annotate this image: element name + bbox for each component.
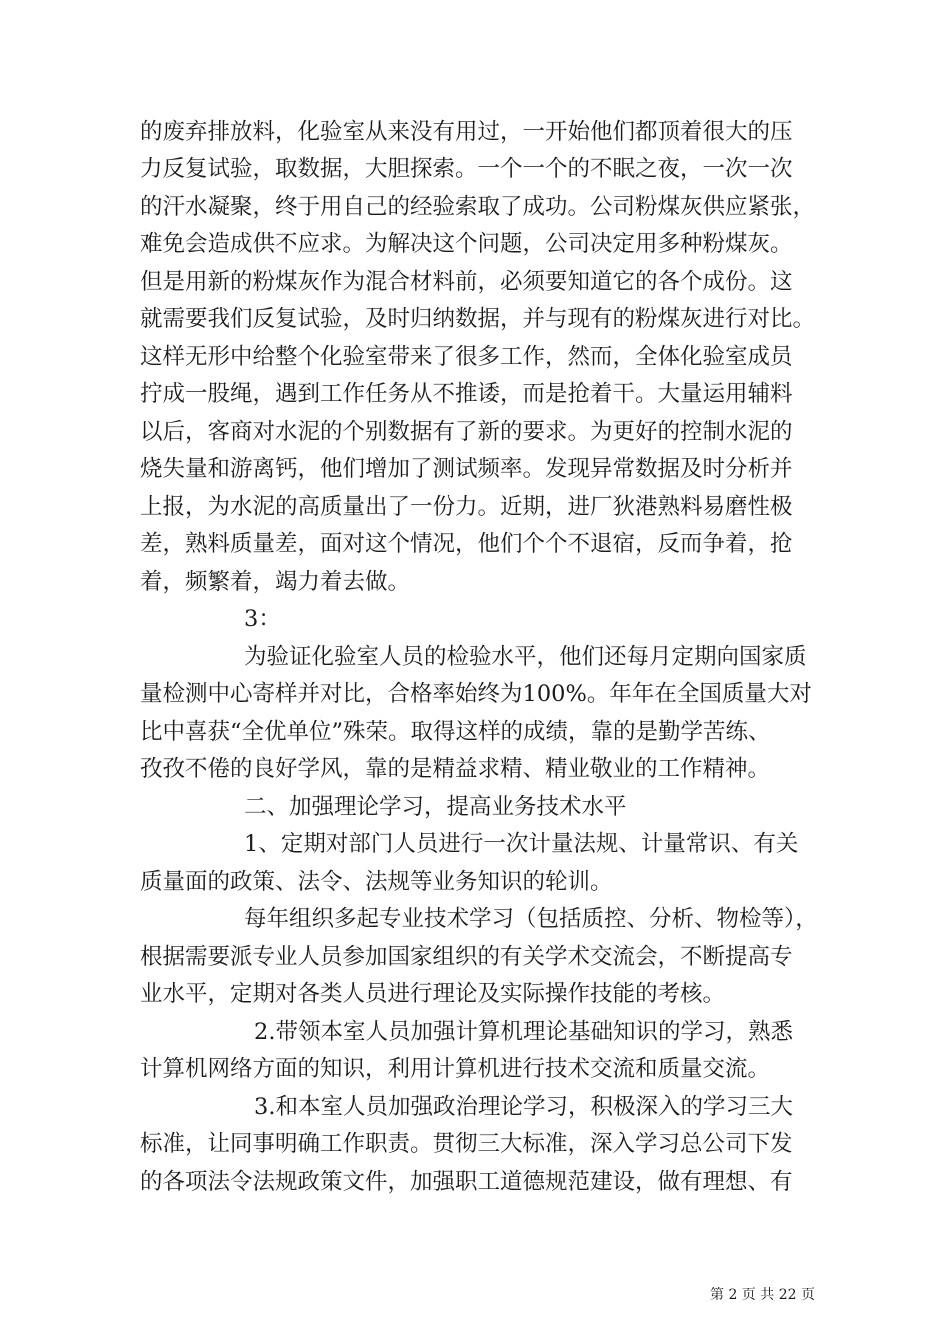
- body-line-6: 就需要我们反复试验，及时归纳数据，并与现有的粉煤灰进行对比。: [140, 306, 816, 332]
- body-line-21: 质量面的政策、法令、法规等业务知识的轮训。: [140, 869, 613, 895]
- section-number: 3：: [244, 606, 281, 632]
- body-line-23: 根据需要派专业人员参加国家组织的有关学术交流会，不断提高专: [140, 944, 793, 970]
- body-line-13: 着，频繁着，竭力着去做。: [140, 569, 411, 595]
- body-line-25: 2.带领本室人员加强计算机理论基础知识的学习，熟悉: [254, 1019, 793, 1045]
- body-line-3: 的汗水凝聚，终于用自己的经验索取了成功。公司粉煤灰供应紧张，: [140, 194, 816, 220]
- body-line-20: 1、定期对部门人员进行一次计量法规、计量常识、有关: [244, 831, 799, 857]
- body-line-17: 比中喜获“全优单位”殊荣。取得这样的成绩，靠的是勤学苦练、: [140, 719, 771, 745]
- page-number-footer: 第 2 页 共 22 页: [710, 1287, 815, 1303]
- body-line-9: 以后，客商对水泥的个别数据有了新的要求。为更好的控制水泥的: [140, 419, 793, 445]
- body-line-15: 为验证化验室人员的检验水平，他们还每月定期向国家质: [244, 644, 807, 670]
- body-line-11: 上报，为水泥的高质量出了一份力。近期，进厂狄港熟料易磨性极: [140, 494, 793, 520]
- body-line-18: 孜孜不倦的良好学风，靠的是精益求精、精业敬业的工作精神。: [140, 756, 771, 782]
- body-line-28: 标准，让同事明确工作职责。贯彻三大标准，深入学习总公司下发: [140, 1131, 793, 1157]
- body-line-1: 的废弃排放料，化验室从来没有用过，一开始他们都顶着很大的压: [140, 119, 793, 145]
- body-line-22: 每年组织多起专业技术学习（包括质控、分析、物检等），: [244, 906, 818, 932]
- body-line-8: 拧成一股绳，遇到工作任务从不推诿，而是抢着干。大量运用辅料: [140, 381, 793, 407]
- body-line-16: 量检测中心寄样并对比，合格率始终为100%。年年在全国质量大对: [140, 681, 812, 707]
- body-line-5: 但是用新的粉煤灰作为混合材料前，必须要知道它的各个成份。这: [140, 269, 793, 295]
- body-line-4: 难免会造成供不应求。为解决这个问题，公司决定用多种粉煤灰。: [140, 231, 793, 257]
- body-line-12: 差，熟料质量差，面对这个情况，他们个个不退宿，反而争着，抢: [140, 531, 793, 557]
- body-line-10: 烧失量和游离钙，他们增加了测试频率。发现异常数据及时分析并: [140, 456, 793, 482]
- section-heading: 二、加强理论学习，提高业务技术水平: [244, 794, 627, 820]
- body-line-29: 的各项法令法规政策文件，加强职工道德规范建设，做有理想、有: [140, 1169, 793, 1195]
- body-line-7: 这样无形中给整个化验室带来了很多工作，然而，全体化验室成员: [140, 344, 793, 370]
- body-line-27: 3.和本室人员加强政治理论学习，积极深入的学习三大: [254, 1094, 793, 1120]
- body-line-26: 计算机网络方面的知识，利用计算机进行技术交流和质量交流。: [140, 1056, 771, 1082]
- body-line-24: 业水平，定期对各类人员进行理论及实际操作技能的考核。: [140, 981, 726, 1007]
- body-line-2: 力反复试验，取数据，大胆探索。一个一个的不眠之夜，一次一次: [140, 156, 793, 182]
